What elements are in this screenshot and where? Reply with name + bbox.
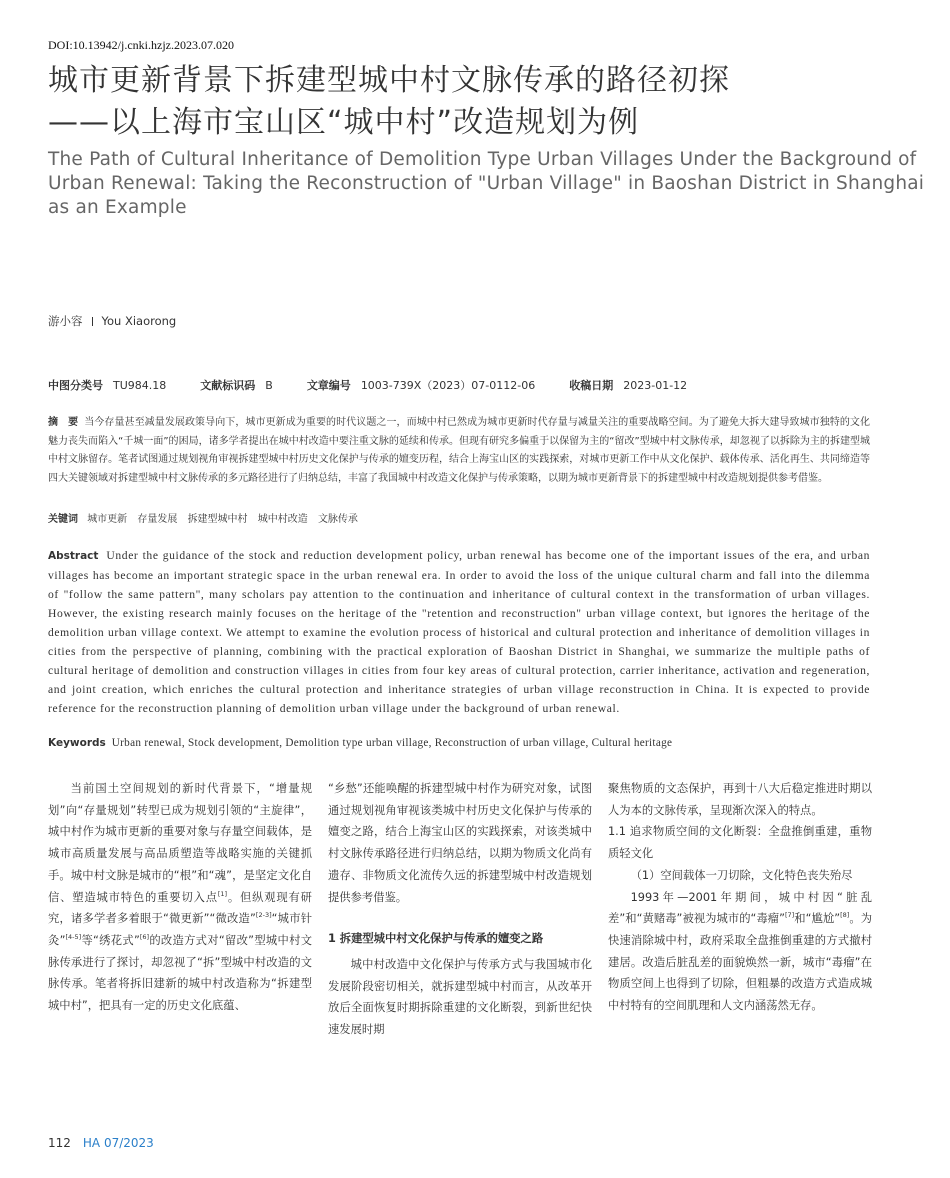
author — [48, 313, 176, 329]
keywords-cn-label: 关键词 — [48, 514, 78, 525]
keywords-en — [48, 737, 672, 749]
author-divider — [92, 317, 93, 326]
page-number: 112 — [48, 1136, 71, 1150]
abstract-en — [48, 546, 870, 718]
page-footer — [48, 1136, 154, 1150]
body-column-3 — [608, 778, 872, 1017]
abstract-cn — [48, 414, 870, 488]
citation: [8] — [840, 911, 850, 920]
body-column-2 — [328, 778, 592, 1041]
title-en: The Path of Cultural Inheritance of Demolition Type Urban Villages Under the Background of Urban Renewal: Taking the Reconstruction of "Urban Village" in Baoshan District in Shanghai as an Example — [48, 149, 925, 218]
abstract-cn-label: 摘 要 — [48, 417, 79, 428]
abstract-en-label: Abstract — [48, 550, 99, 562]
author-en: You Xiaorong — [101, 314, 177, 328]
body-paragraph: 聚焦物质的文态保护，再到十八大后稳定推进时期以人为本的文脉传承，呈现渐次深入的特点。 — [608, 782, 872, 817]
citation: [6] — [139, 933, 150, 942]
doi: DOI:10.13942/j.cnki.hzjz.2023.07.020 — [48, 38, 234, 52]
keyword-cn: 城中村改造 — [257, 514, 308, 525]
citation: [7] — [785, 911, 795, 920]
keywords-en-text: Urban renewal, Stock development, Demolition type urban village, Reconstruction of urban village, Cultural heritage — [111, 737, 673, 749]
journal-issue: HA 07/2023 — [82, 1136, 154, 1150]
keywords-cn — [48, 510, 365, 525]
keyword-cn: 文脉传承 — [317, 514, 358, 525]
title-cn-line2: ——以上海市宝山区“城中村”改造规划为例 — [48, 105, 640, 140]
body-paragraph: 1993年—2001年期间，城中村因“脏乱差”和“黄赌毒”被视为城市的“毒瘤”[7]和“尴尬”[8]。为快速消除城中村，政府采取全盘推倒重建的方式撤村建居。改造后脏乱差的面貌焕然一新，城市“毒瘤”在物质空间上也得到了切除，但粗暴的改造方式造成城中村特有的空间肌理和人文内涵荡然无存。 — [608, 890, 872, 1013]
keyword-cn: 存量发展 — [137, 514, 178, 525]
keyword-cn: 拆建型城中村 — [187, 514, 248, 525]
keyword-cn: 城市更新 — [87, 514, 128, 525]
citation: [4-5] — [65, 933, 82, 942]
section-heading: 1 拆建型城中村文化保护与传承的嬗变之路 — [328, 932, 544, 946]
abstract-cn-text: 当今存量甚至减量发展政策导向下，城市更新成为重要的时代议题之一，而城中村已然成为城市更新时代存量与减量关注的重要战略空间。为了避免大拆大建导致城市独特的文化魅力丧失而陷入“千城一面”的困局，诸多学者提出在城中村改造中要注重文脉的延续和传承。但现有研究多偏重于以保留为主的“留改”型城中村文脉传承，却忽视了以拆除为主的拆建型城中村文脉留存。笔者试图通过规划视角审视拆建型城中村历史文化保护与传承的嬗变历程，结合上海宝山区的实践探索，对城市更新工作中从文化保护、载体传承、活化再生、共同缔造等四大关键领域对拆建型城中村文脉传承的多元路径进行了归纳总结，丰富了我国城中村改造文化保护与传承策略，以期为城市更新背景下的拆建型城中村改造规划提供参考借鉴。 — [48, 417, 871, 484]
meta-doc-code: 文献标识码 B — [200, 379, 273, 392]
abstract-en-text: Under the guidance of the stock and reduction development policy, urban renewal has become one of the important issues of the era, and urban villages has become an important strategic space in the urban renewal era. In order to avoid the loss of the unique cultural charm and fall into the dilemma of "follow the same pattern", many scholars pay attention to the continuation and inheritance of cultural context in the transformation of urban villages. However, the existing research mainly focuses on the heritage of the "retention and reconstruction" urban village context, but ignores the heritage of the demolition urban village context. We attempt to examine the evolution process of historical and cultural protection and inheritance of demolition villages in cities from the perspective of planning, combining with the practical exploration of Baoshan District in Shanghai, we summarize the multiple paths of cultural heritage of demolition and construction villages in cities from four key areas of cultural protection, carrier inheritance, activation and regeneration, and joint creation, which enriches the cultural protection and inheritance strategies of urban village reconstruction in China. It is expected to provide reference for the reconstruction planning of demolition urban village under the background of urban renewal. — [48, 549, 870, 715]
citation: [2-3] — [255, 911, 272, 920]
meta-article-number: 文章编号 1003-739X（2023）07-0112-06 — [306, 379, 536, 392]
citation: [1] — [217, 889, 228, 898]
body-paragraph: 城中村改造中文化保护与传承方式与我国城市化发展阶段密切相关，就拆建型城中村而言，从改革开放后全面恢复时期拆除重建的文化断裂，到新世纪快速发展时期 — [328, 957, 592, 1037]
meta-clc: 中图分类号 TU984.18 — [48, 379, 167, 392]
subsection-heading: 1.1 追求物质空间的文化断裂：全盘推倒重建，重物质轻文化 — [608, 825, 872, 861]
article-meta — [48, 377, 687, 393]
body-paragraph: “乡愁”还能唤醒的拆建型城中村作为研究对象，试图通过规划视角审视该类城中村历史文化保护与传承的嬗变之路，结合上海宝山区的实践探索，对该类城中村文脉传承路径进行归纳总结，以期为物质文化尚有遗存、非物质文化流传久远的拆建型城中村改造规划提供参考借鉴。 — [328, 782, 592, 904]
author-cn: 游小容 — [48, 314, 83, 328]
body-paragraph: 当前国土空间规划的新时代背景下，“增量规划”向“存量规划”转型已成为规划引领的“主旋律”，城中村作为城市更新的重要对象与存量空间载体，是城市高质量发展与高品质塑造等战略实施的关键抓手。城中村文脉是城市的“根”和“魂”，是坚定文化自信、塑造城市特色的重要切入点[1]。但纵观现有研究，诸多学者多着眼于“微更新”“微改造”[2-3]“城市针灸”[4-5]等“绣花式”[6]的改造方式对“留改”型城中村文脉传承进行了探讨，却忽视了“拆”型城中村改造的文脉传承。笔者将拆旧建新的城中村改造称为“拆建型城中村”，把具有一定的历史文化底蕴、 — [48, 782, 312, 1013]
title-cn — [48, 60, 908, 144]
keywords-en-label: Keywords — [48, 737, 106, 749]
body-column-1 — [48, 778, 312, 1017]
meta-received-date: 收稿日期 2023-01-12 — [569, 379, 688, 392]
subsubsection-heading: （1）空间载体一刀切除，文化特色丧失殆尽 — [630, 868, 853, 882]
title-cn-line1: 城市更新背景下拆建型城中村文脉传承的路径初探 — [48, 63, 730, 98]
